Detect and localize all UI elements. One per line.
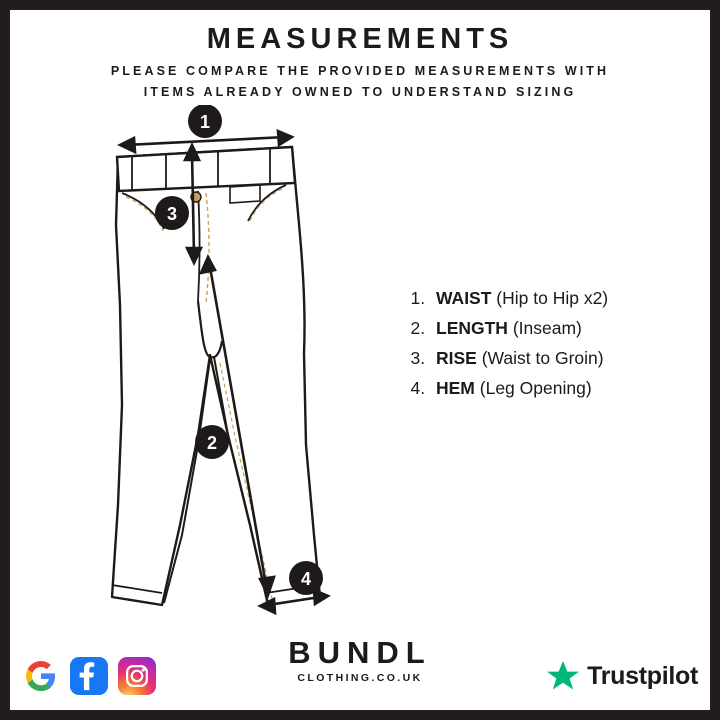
- legend-item-waist: [430, 283, 690, 313]
- legend-item-rise: [430, 343, 690, 373]
- callout-1-number: 1: [199, 112, 211, 132]
- subtitle-line-1: PLEASE COMPARE THE PROVIDED MEASUREMENTS WITH: [110, 64, 610, 78]
- social-links: [22, 657, 156, 695]
- brand-name: BUNDL: [288, 635, 432, 670]
- jeans-diagram: [70, 105, 410, 625]
- instagram-icon[interactable]: [118, 657, 156, 695]
- jeans-illustration-svg: [70, 105, 410, 625]
- callout-2: [195, 425, 229, 459]
- page-title: MEASUREMENTS: [206, 23, 514, 55]
- legend-term-waist: WAIST: [436, 288, 492, 308]
- legend-detail-rise: (Waist to Groin): [481, 348, 604, 368]
- callout-4-number: 4: [300, 569, 312, 589]
- google-icon[interactable]: [22, 657, 60, 695]
- callout-3: [155, 196, 189, 230]
- subtitle-line-2: ITEMS ALREADY OWNED TO UNDERSTAND SIZING: [143, 85, 577, 99]
- facebook-icon[interactable]: [70, 657, 108, 695]
- legend-detail-length: (Inseam): [512, 318, 582, 338]
- measurement-legend: [400, 283, 690, 403]
- trustpilot-star-icon: [546, 660, 580, 693]
- legend-term-length: LENGTH: [436, 318, 508, 338]
- brand-domain: CLOTHING.CO.UK: [297, 672, 423, 684]
- trustpilot-label: Trustpilot: [587, 662, 698, 690]
- callout-3-number: 3: [166, 204, 178, 224]
- legend-detail-hem: (Leg Opening): [479, 378, 592, 398]
- trustpilot-badge[interactable]: [546, 660, 698, 693]
- callout-2-number: 2: [206, 433, 218, 453]
- legend-detail-waist: (Hip to Hip x2): [496, 288, 609, 308]
- legend-term-hem: HEM: [436, 378, 475, 398]
- header: [0, 22, 720, 103]
- legend-item-hem: [430, 373, 690, 403]
- brand-logo: [255, 636, 465, 684]
- legend-term-rise: RISE: [436, 348, 477, 368]
- legend-item-length: [430, 313, 690, 343]
- callout-4: [289, 561, 323, 595]
- callout-1: [188, 105, 222, 138]
